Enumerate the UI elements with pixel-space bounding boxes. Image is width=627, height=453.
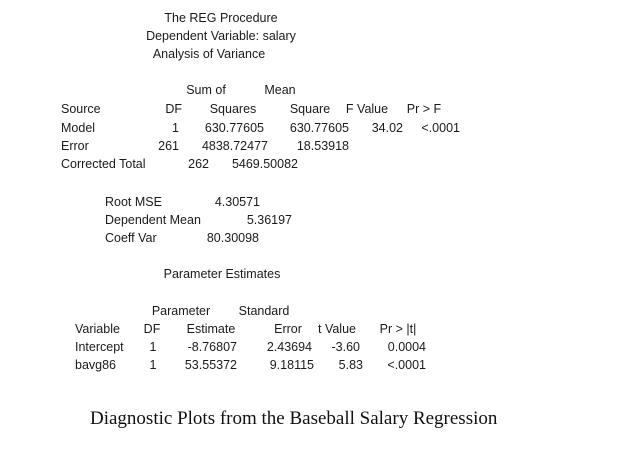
anova-cell-f: 34.02: [371, 121, 403, 135]
param-cell-estimate: -8.76807: [187, 340, 237, 354]
anova-cell-ss: 630.77605: [204, 121, 264, 135]
anova-cell-source: Corrected Total: [61, 157, 146, 171]
anova-cell-ss: 4838.72477: [201, 139, 268, 153]
anova-cell-ms: 630.77605: [289, 121, 349, 135]
anova-cell-source: Model: [61, 121, 96, 135]
param-header-pr-t: Pr > |t|: [379, 322, 417, 336]
param-header-tvalue: t Value: [318, 322, 356, 336]
param-cell-t: 5.83: [338, 358, 363, 372]
fit-value-coeff-var: 80.30098: [206, 231, 259, 245]
param-header-variable: Variable: [75, 322, 120, 336]
param-header-estimate: Estimate: [186, 322, 236, 336]
param-cell-variable: Intercept: [75, 340, 124, 354]
param-cell-se: 9.18115: [269, 358, 314, 372]
param-header-parameter: Parameter: [151, 304, 211, 318]
fit-label-dependent-mean: Dependent Mean: [105, 213, 201, 227]
anova-header-mean: Mean: [264, 83, 296, 97]
anova-cell-ms: 18.53918: [296, 139, 349, 153]
fit-label-root-mse: Root MSE: [105, 195, 162, 209]
parameter-estimates-heading: Parameter Estimates: [163, 267, 281, 281]
anova-header-squares: Squares: [209, 102, 257, 116]
param-cell-variable: bavg86: [75, 358, 117, 372]
param-cell-t: -3.60: [331, 340, 360, 354]
param-cell-estimate: 53.55372: [184, 358, 237, 372]
anova-header-sum-of: Sum of: [186, 83, 226, 97]
anova-cell-source: Error: [61, 139, 89, 153]
anova-header-source: Source: [61, 102, 101, 116]
param-cell-df: 1: [149, 358, 157, 372]
anova-cell-df: 262: [188, 157, 209, 171]
param-header-error: Error: [274, 322, 302, 336]
param-cell-se: 2.43694: [266, 340, 312, 354]
anova-header-square: Square: [289, 102, 331, 116]
param-cell-p: 0.0004: [387, 340, 426, 354]
param-header-df: DF: [143, 322, 161, 336]
procedure-title: The REG Procedure: [164, 11, 278, 25]
anova-cell-p: <.0001: [421, 121, 460, 135]
param-cell-df: 1: [149, 340, 157, 354]
anova-header-df: DF: [165, 102, 182, 116]
figure-caption: Diagnostic Plots from the Baseball Salary Regression: [90, 408, 498, 429]
anova-cell-ss: 5469.50082: [231, 157, 298, 171]
param-header-standard: Standard: [238, 304, 290, 318]
anova-cell-df: 1: [172, 121, 179, 135]
param-cell-p: <.0001: [387, 358, 426, 372]
fit-label-coeff-var: Coeff Var: [105, 231, 157, 245]
dependent-variable: Dependent Variable: salary: [146, 29, 296, 43]
anova-header-fvalue: F Value: [345, 102, 389, 116]
anova-heading: Analysis of Variance: [152, 47, 266, 61]
anova-cell-df: 261: [158, 139, 179, 153]
fit-value-root-mse: 4.30571: [214, 195, 260, 209]
fit-value-dependent-mean: 5.36197: [246, 213, 292, 227]
anova-header-pr-f: Pr > F: [406, 102, 442, 116]
